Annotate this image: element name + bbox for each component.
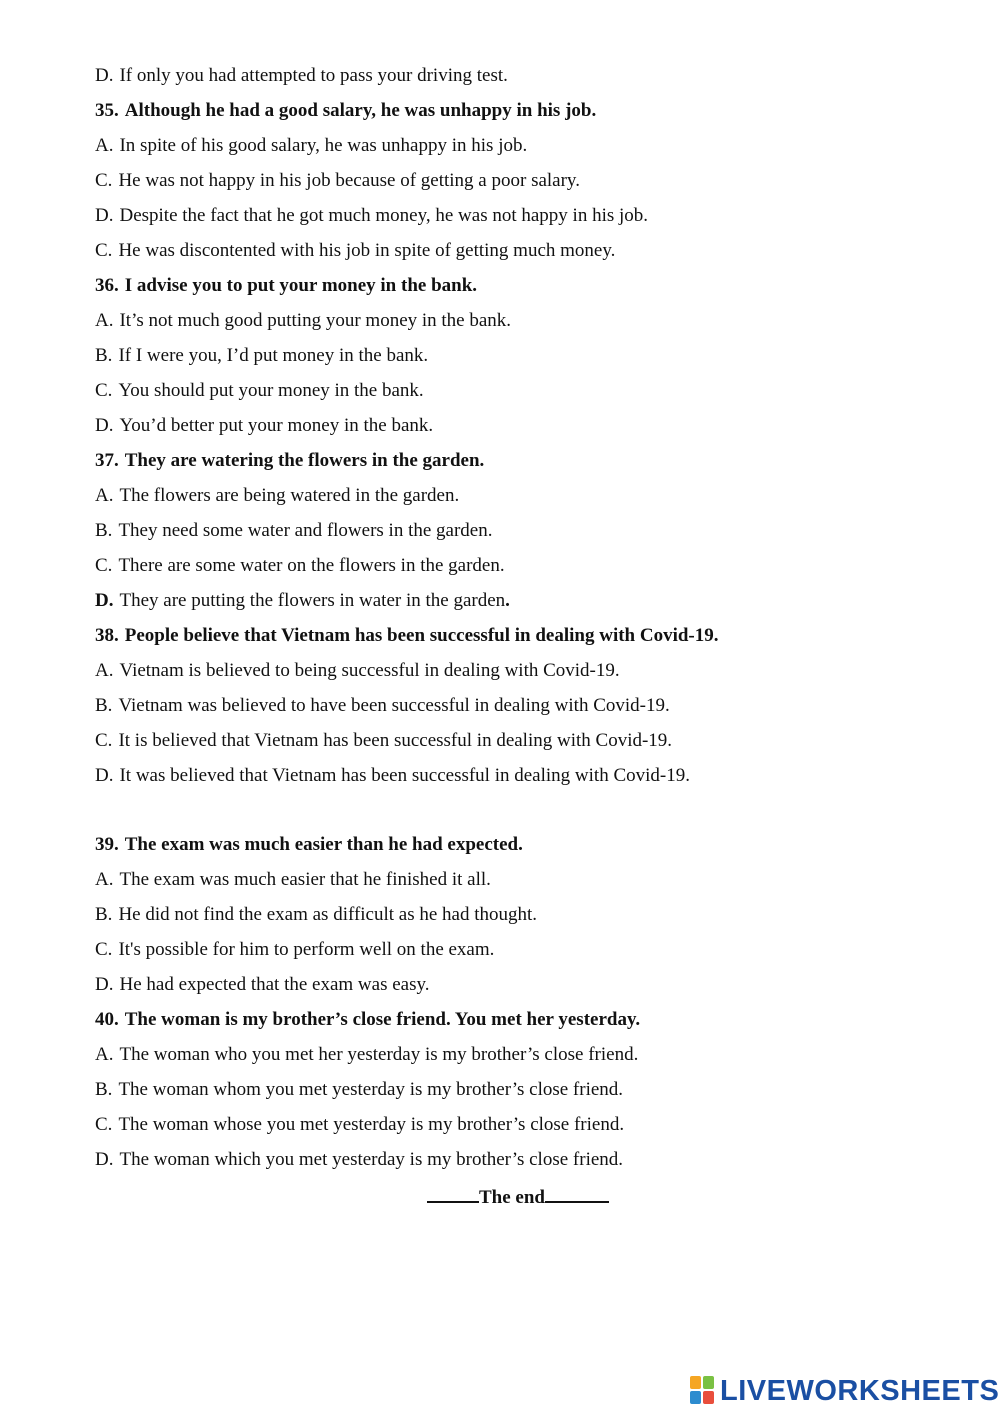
option-text: It's possible for him to perform well on the exam. [118, 939, 495, 960]
option-label: A. [95, 135, 114, 156]
question-text: The woman is my brother’s close friend. You met her yesterday. [124, 1009, 641, 1030]
option-line [95, 1148, 623, 1172]
option-label: C. [95, 1114, 113, 1135]
option-text: The exam was much easier that he finished it all. [119, 869, 491, 890]
option-label: D. [95, 205, 114, 226]
option-text: The flowers are being watered in the garden. [119, 485, 460, 506]
option-text: You’d better put your money in the bank. [119, 415, 434, 436]
question-text: They are watering the flowers in the garden. [124, 450, 485, 471]
option-label: D. [95, 415, 114, 436]
option-line [95, 414, 433, 438]
question-line [95, 624, 719, 648]
question-line [95, 833, 523, 857]
option-line [95, 938, 494, 962]
option-text: It is believed that Vietnam has been successful in dealing with Covid-19. [118, 730, 673, 751]
option-line [95, 764, 690, 788]
option-line [95, 204, 648, 228]
logo-block [690, 1376, 701, 1389]
question-line [95, 274, 477, 298]
option-line [95, 1113, 624, 1137]
option-line [95, 134, 527, 158]
option-text: The woman whom you met yesterday is my brother’s close friend. [118, 1079, 624, 1100]
liveworksheets-logo-text: LIVEWORKSHEETS [720, 1374, 1000, 1407]
option-text: They are putting the flowers in water in the garden [119, 590, 506, 611]
option-label: C. [95, 240, 113, 261]
option-label: A. [95, 869, 114, 890]
option-text: If I were you, I’d put money in the bank. [118, 345, 429, 366]
option-label: C. [95, 380, 113, 401]
option-line [95, 1043, 638, 1067]
option-label: B. [95, 1079, 113, 1100]
option-label: B. [95, 695, 113, 716]
option-line [95, 554, 505, 578]
option-period: . [505, 590, 510, 611]
question-number: 37. [95, 450, 119, 471]
option-text: He was discontented with his job in spite of getting much money. [118, 240, 616, 261]
option-label: A. [95, 485, 114, 506]
end-text: The end [479, 1187, 545, 1208]
liveworksheets-logo [690, 1374, 999, 1408]
option-line [95, 484, 459, 508]
option-line [95, 659, 620, 683]
option-text: It’s not much good putting your money in the bank. [119, 310, 512, 331]
question-line [95, 99, 596, 123]
option-label: B. [95, 345, 113, 366]
option-text: If only you had attempted to pass your driving test. [119, 65, 508, 86]
option-line [95, 344, 428, 368]
option-text: You should put your money in the bank. [118, 380, 424, 401]
option-text: They need some water and flowers in the garden. [118, 520, 493, 541]
option-text: The woman whose you met yesterday is my brother’s close friend. [118, 1114, 625, 1135]
question-text: I advise you to put your money in the bank. [124, 275, 478, 296]
logo-block [703, 1376, 714, 1389]
option-label: D. [95, 765, 114, 786]
question-number: 36. [95, 275, 119, 296]
logo-block [690, 1391, 701, 1404]
option-label: A. [95, 1044, 114, 1065]
option-text: Vietnam is believed to being successful in dealing with Covid-19. [119, 660, 620, 681]
option-label: C. [95, 555, 113, 576]
option-text: The woman which you met yesterday is my brother’s close friend. [119, 1149, 624, 1170]
option-label: D. [95, 65, 114, 86]
option-line [95, 309, 511, 333]
logo-block [703, 1391, 714, 1404]
end-blank-right [545, 1182, 609, 1203]
question-text: People believe that Vietnam has been successful in dealing with Covid-19. [124, 625, 719, 646]
end-marker [427, 1182, 609, 1210]
option-text: Vietnam was believed to have been successful in dealing with Covid-19. [118, 695, 670, 716]
question-number: 35. [95, 100, 119, 121]
option-text: The woman who you met her yesterday is my brother’s close friend. [119, 1044, 639, 1065]
option-text: It was believed that Vietnam has been successful in dealing with Covid-19. [119, 765, 690, 786]
option-label: A. [95, 660, 114, 681]
option-line [95, 589, 510, 613]
option-line [95, 519, 493, 543]
option-line [95, 694, 670, 718]
question-line [95, 449, 484, 473]
question-text: Although he had a good salary, he was unhappy in his job. [124, 100, 597, 121]
end-blank-left [427, 1182, 479, 1203]
option-text: There are some water on the flowers in the garden. [118, 555, 505, 576]
question-text: The exam was much easier than he had expected. [124, 834, 523, 855]
option-line [95, 903, 537, 927]
option-text: In spite of his good salary, he was unhappy in his job. [119, 135, 528, 156]
option-label: C. [95, 170, 113, 191]
option-label: B. [95, 904, 113, 925]
option-label: D. [95, 974, 114, 995]
option-text: Despite the fact that he got much money, he was not happy in his job. [119, 205, 649, 226]
option-label: A. [95, 310, 114, 331]
option-label: D. [95, 1149, 114, 1170]
question-number: 40. [95, 1009, 119, 1030]
option-label: B. [95, 520, 113, 541]
option-label: C. [95, 730, 113, 751]
liveworksheets-logo-icon [690, 1376, 716, 1406]
option-line [95, 169, 580, 193]
option-line [95, 379, 424, 403]
option-line [95, 239, 615, 263]
question-line [95, 1008, 640, 1032]
option-text: He had expected that the exam was easy. [119, 974, 430, 995]
option-line [95, 973, 430, 997]
option-line [95, 64, 508, 88]
option-label: D. [95, 590, 114, 611]
option-label: C. [95, 939, 113, 960]
question-number: 38. [95, 625, 119, 646]
option-text: He did not find the exam as difficult as he had thought. [118, 904, 538, 925]
option-line [95, 868, 491, 892]
option-line [95, 1078, 623, 1102]
option-line [95, 729, 672, 753]
option-text: He was not happy in his job because of getting a poor salary. [118, 170, 580, 191]
question-number: 39. [95, 834, 119, 855]
